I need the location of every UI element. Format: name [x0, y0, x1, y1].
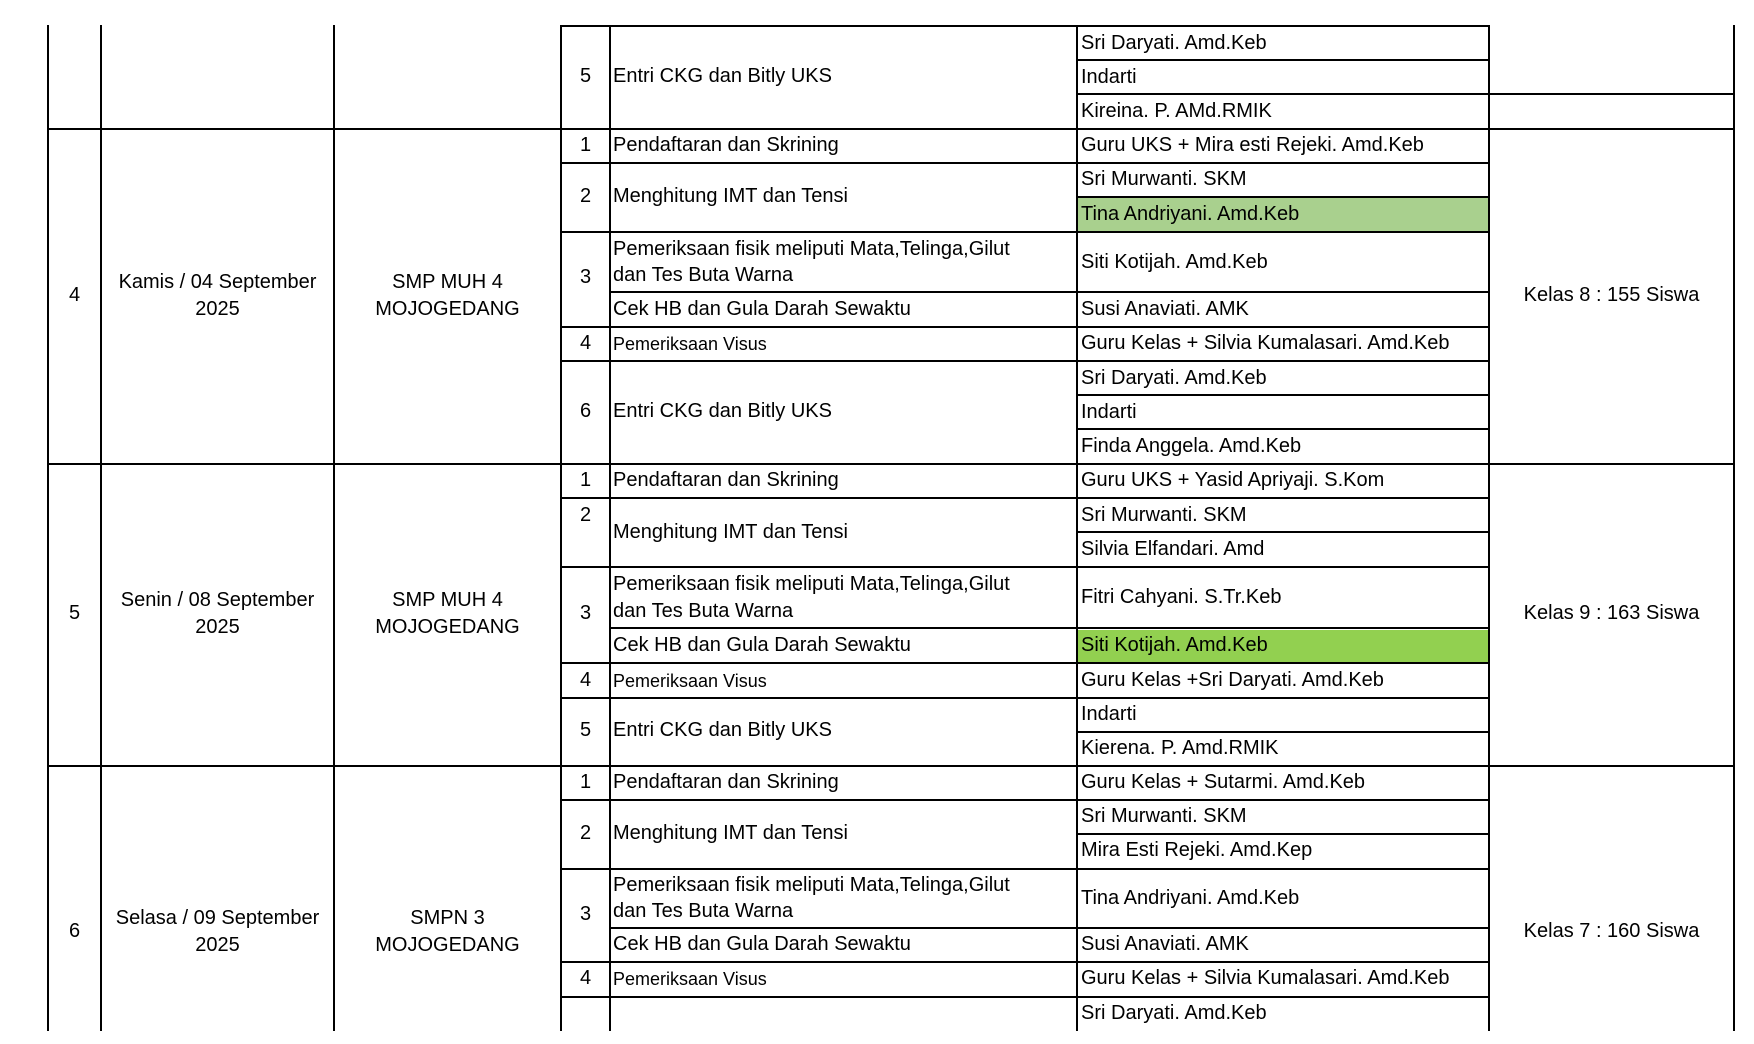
activity-name: Menghitung IMT dan Tensi: [613, 185, 848, 207]
staff-name: Silvia Elfandari. Amd: [1081, 538, 1265, 560]
row-border: [560, 566, 1490, 568]
block-border: [47, 765, 1735, 767]
staff-name: Sri Murwanti. SKM: [1081, 805, 1247, 827]
row-border: [560, 231, 1490, 233]
row-border: [1076, 196, 1490, 198]
col-border: [609, 25, 611, 1031]
activity-number: 2: [579, 822, 592, 844]
row-border: [560, 996, 1490, 998]
activity-name: Pendaftaran dan Skrining: [613, 134, 839, 156]
col-border: [560, 25, 562, 1031]
staff-name: Indarti: [1081, 401, 1137, 423]
activity-name: Cek HB dan Gula Darah Sewaktu: [613, 933, 911, 955]
staff-name: Kierena. P. Amd.RMIK: [1081, 737, 1279, 759]
staff-name: Guru Kelas +Sri Daryati. Amd.Keb: [1081, 669, 1384, 691]
class-info: Kelas 9 : 163 Siswa: [1523, 602, 1700, 624]
row-border: [560, 497, 1490, 499]
row-border: [1076, 93, 1490, 95]
activity-name: Pemeriksaan Visus: [613, 671, 767, 691]
school-location: MOJOGEDANG: [375, 298, 520, 320]
activity-number: 6: [579, 400, 592, 422]
school-name: SMP MUH 4: [392, 589, 503, 611]
row-border: [560, 662, 1490, 664]
staff-name: Sri Daryati. Amd.Keb: [1081, 1002, 1267, 1024]
staff-name: Sri Murwanti. SKM: [1081, 504, 1247, 526]
schedule-date: Selasa / 09 September: [115, 907, 320, 929]
col-border: [1488, 25, 1490, 1031]
col-border: [47, 25, 49, 1031]
staff-name: Guru Kelas + Silvia Kumalasari. Amd.Keb: [1081, 332, 1450, 354]
row-number: 4: [68, 284, 81, 306]
staff-name: Guru UKS + Mira esti Rejeki. Amd.Keb: [1081, 134, 1424, 156]
staff-name: Sri Daryati. Amd.Keb: [1081, 367, 1267, 389]
staff-name: Guru Kelas + Sutarmi. Amd.Keb: [1081, 771, 1366, 793]
staff-name: Susi Anaviati. AMK: [1081, 933, 1249, 955]
activity-name: Menghitung IMT dan Tensi: [613, 521, 848, 543]
staff-name: Finda Anggela. Amd.Keb: [1081, 435, 1302, 457]
col-border: [100, 25, 102, 1031]
col-border: [1076, 25, 1078, 1031]
activity-name-cont: dan Tes Buta Warna: [613, 600, 794, 622]
row-number: 6: [68, 920, 81, 942]
activity-name: Pemeriksaan fisik meliputi Mata,Telinga,Gilut: [613, 874, 1010, 896]
col-border: [333, 25, 335, 1031]
school-name: SMP MUH 4: [392, 271, 503, 293]
staff-name: Mira Esti Rejeki. Amd.Kep: [1081, 839, 1313, 861]
activity-name: Pendaftaran dan Skrining: [613, 771, 839, 793]
row-border: [560, 697, 1490, 699]
schedule-date: Senin / 08 September: [120, 589, 315, 611]
activity-name: Menghitung IMT dan Tensi: [613, 822, 848, 844]
staff-name: Tina Andriyani. Amd.Keb: [1081, 203, 1300, 225]
activity-number: 3: [579, 602, 592, 624]
activity-number: 1: [579, 134, 592, 156]
activity-number: 1: [579, 771, 592, 793]
activity-name: Entri CKG dan Bitly UKS: [613, 400, 832, 422]
schedule-date: Kamis / 04 September: [118, 271, 317, 293]
staff-name: Guru UKS + Yasid Apriyaji. S.Kom: [1081, 469, 1385, 491]
staff-name: Guru Kelas + Silvia Kumalasari. Amd.Keb: [1081, 967, 1450, 989]
staff-name: Indarti: [1081, 66, 1137, 88]
row-number: 5: [68, 602, 81, 624]
schedule-date-year: 2025: [195, 298, 240, 320]
block-border: [47, 463, 1735, 465]
activity-number: 3: [579, 903, 592, 925]
row-border: [609, 927, 1490, 929]
row-border: [560, 326, 1490, 328]
class-info: Kelas 8 : 155 Siswa: [1523, 284, 1700, 306]
row-border: [560, 25, 1490, 27]
activity-number: 2: [579, 185, 592, 207]
row-border: [560, 360, 1490, 362]
row-border: [609, 291, 1490, 293]
school-name: SMPN 3: [410, 907, 485, 929]
staff-name: Susi Anaviati. AMK: [1081, 298, 1249, 320]
staff-name: Siti Kotijah. Amd.Keb: [1081, 251, 1268, 273]
staff-name: Kireina. P. AMd.RMIK: [1081, 100, 1272, 122]
activity-name: Pendaftaran dan Skrining: [613, 469, 839, 491]
activity-number: 3: [579, 266, 592, 288]
activity-number: 1: [579, 469, 592, 491]
activity-number: 5: [579, 65, 592, 87]
staff-name: Sri Daryati. Amd.Keb: [1081, 32, 1267, 54]
row-border: [1076, 731, 1490, 733]
activity-number: 4: [579, 967, 592, 989]
activity-name: Pemeriksaan fisik meliputi Mata,Telinga,Gilut: [613, 573, 1010, 595]
school-location: MOJOGEDANG: [375, 616, 520, 638]
activity-name: Pemeriksaan Visus: [613, 969, 767, 989]
class-info: Kelas 7 : 160 Siswa: [1523, 920, 1700, 942]
row-border: [560, 162, 1490, 164]
activity-name: Pemeriksaan Visus: [613, 334, 767, 354]
activity-number: 4: [579, 332, 592, 354]
activity-name: Entri CKG dan Bitly UKS: [613, 719, 832, 741]
activity-number: 2: [579, 504, 592, 526]
row-border: [560, 961, 1490, 963]
activity-number: 4: [579, 669, 592, 691]
activity-name: Cek HB dan Gula Darah Sewaktu: [613, 634, 911, 656]
row-border: [1076, 59, 1490, 61]
row-border: [1076, 394, 1490, 396]
staff-name: Tina Andriyani. Amd.Keb: [1081, 887, 1300, 909]
row-border: [1076, 833, 1490, 835]
schedule-date-year: 2025: [195, 934, 240, 956]
block-border: [47, 128, 1735, 130]
activity-name-cont: dan Tes Buta Warna: [613, 900, 794, 922]
schedule-date-year: 2025: [195, 616, 240, 638]
staff-name: Sri Murwanti. SKM: [1081, 168, 1247, 190]
row-border: [560, 868, 1490, 870]
activity-name: Entri CKG dan Bitly UKS: [613, 65, 832, 87]
school-location: MOJOGEDANG: [375, 934, 520, 956]
staff-name: Siti Kotijah. Amd.Keb: [1081, 634, 1268, 656]
row-border: [1488, 93, 1735, 95]
activity-name: Pemeriksaan fisik meliputi Mata,Telinga,Gilut: [613, 238, 1010, 260]
col-border: [1733, 25, 1735, 1031]
staff-name: Indarti: [1081, 703, 1137, 725]
row-border: [560, 799, 1490, 801]
activity-number: 5: [579, 719, 592, 741]
row-border: [1076, 428, 1490, 430]
row-border: [1076, 531, 1490, 533]
activity-name-cont: dan Tes Buta Warna: [613, 264, 794, 286]
staff-name: Fitri Cahyani. S.Tr.Keb: [1081, 586, 1282, 608]
row-border: [609, 627, 1490, 629]
activity-name: Cek HB dan Gula Darah Sewaktu: [613, 298, 911, 320]
